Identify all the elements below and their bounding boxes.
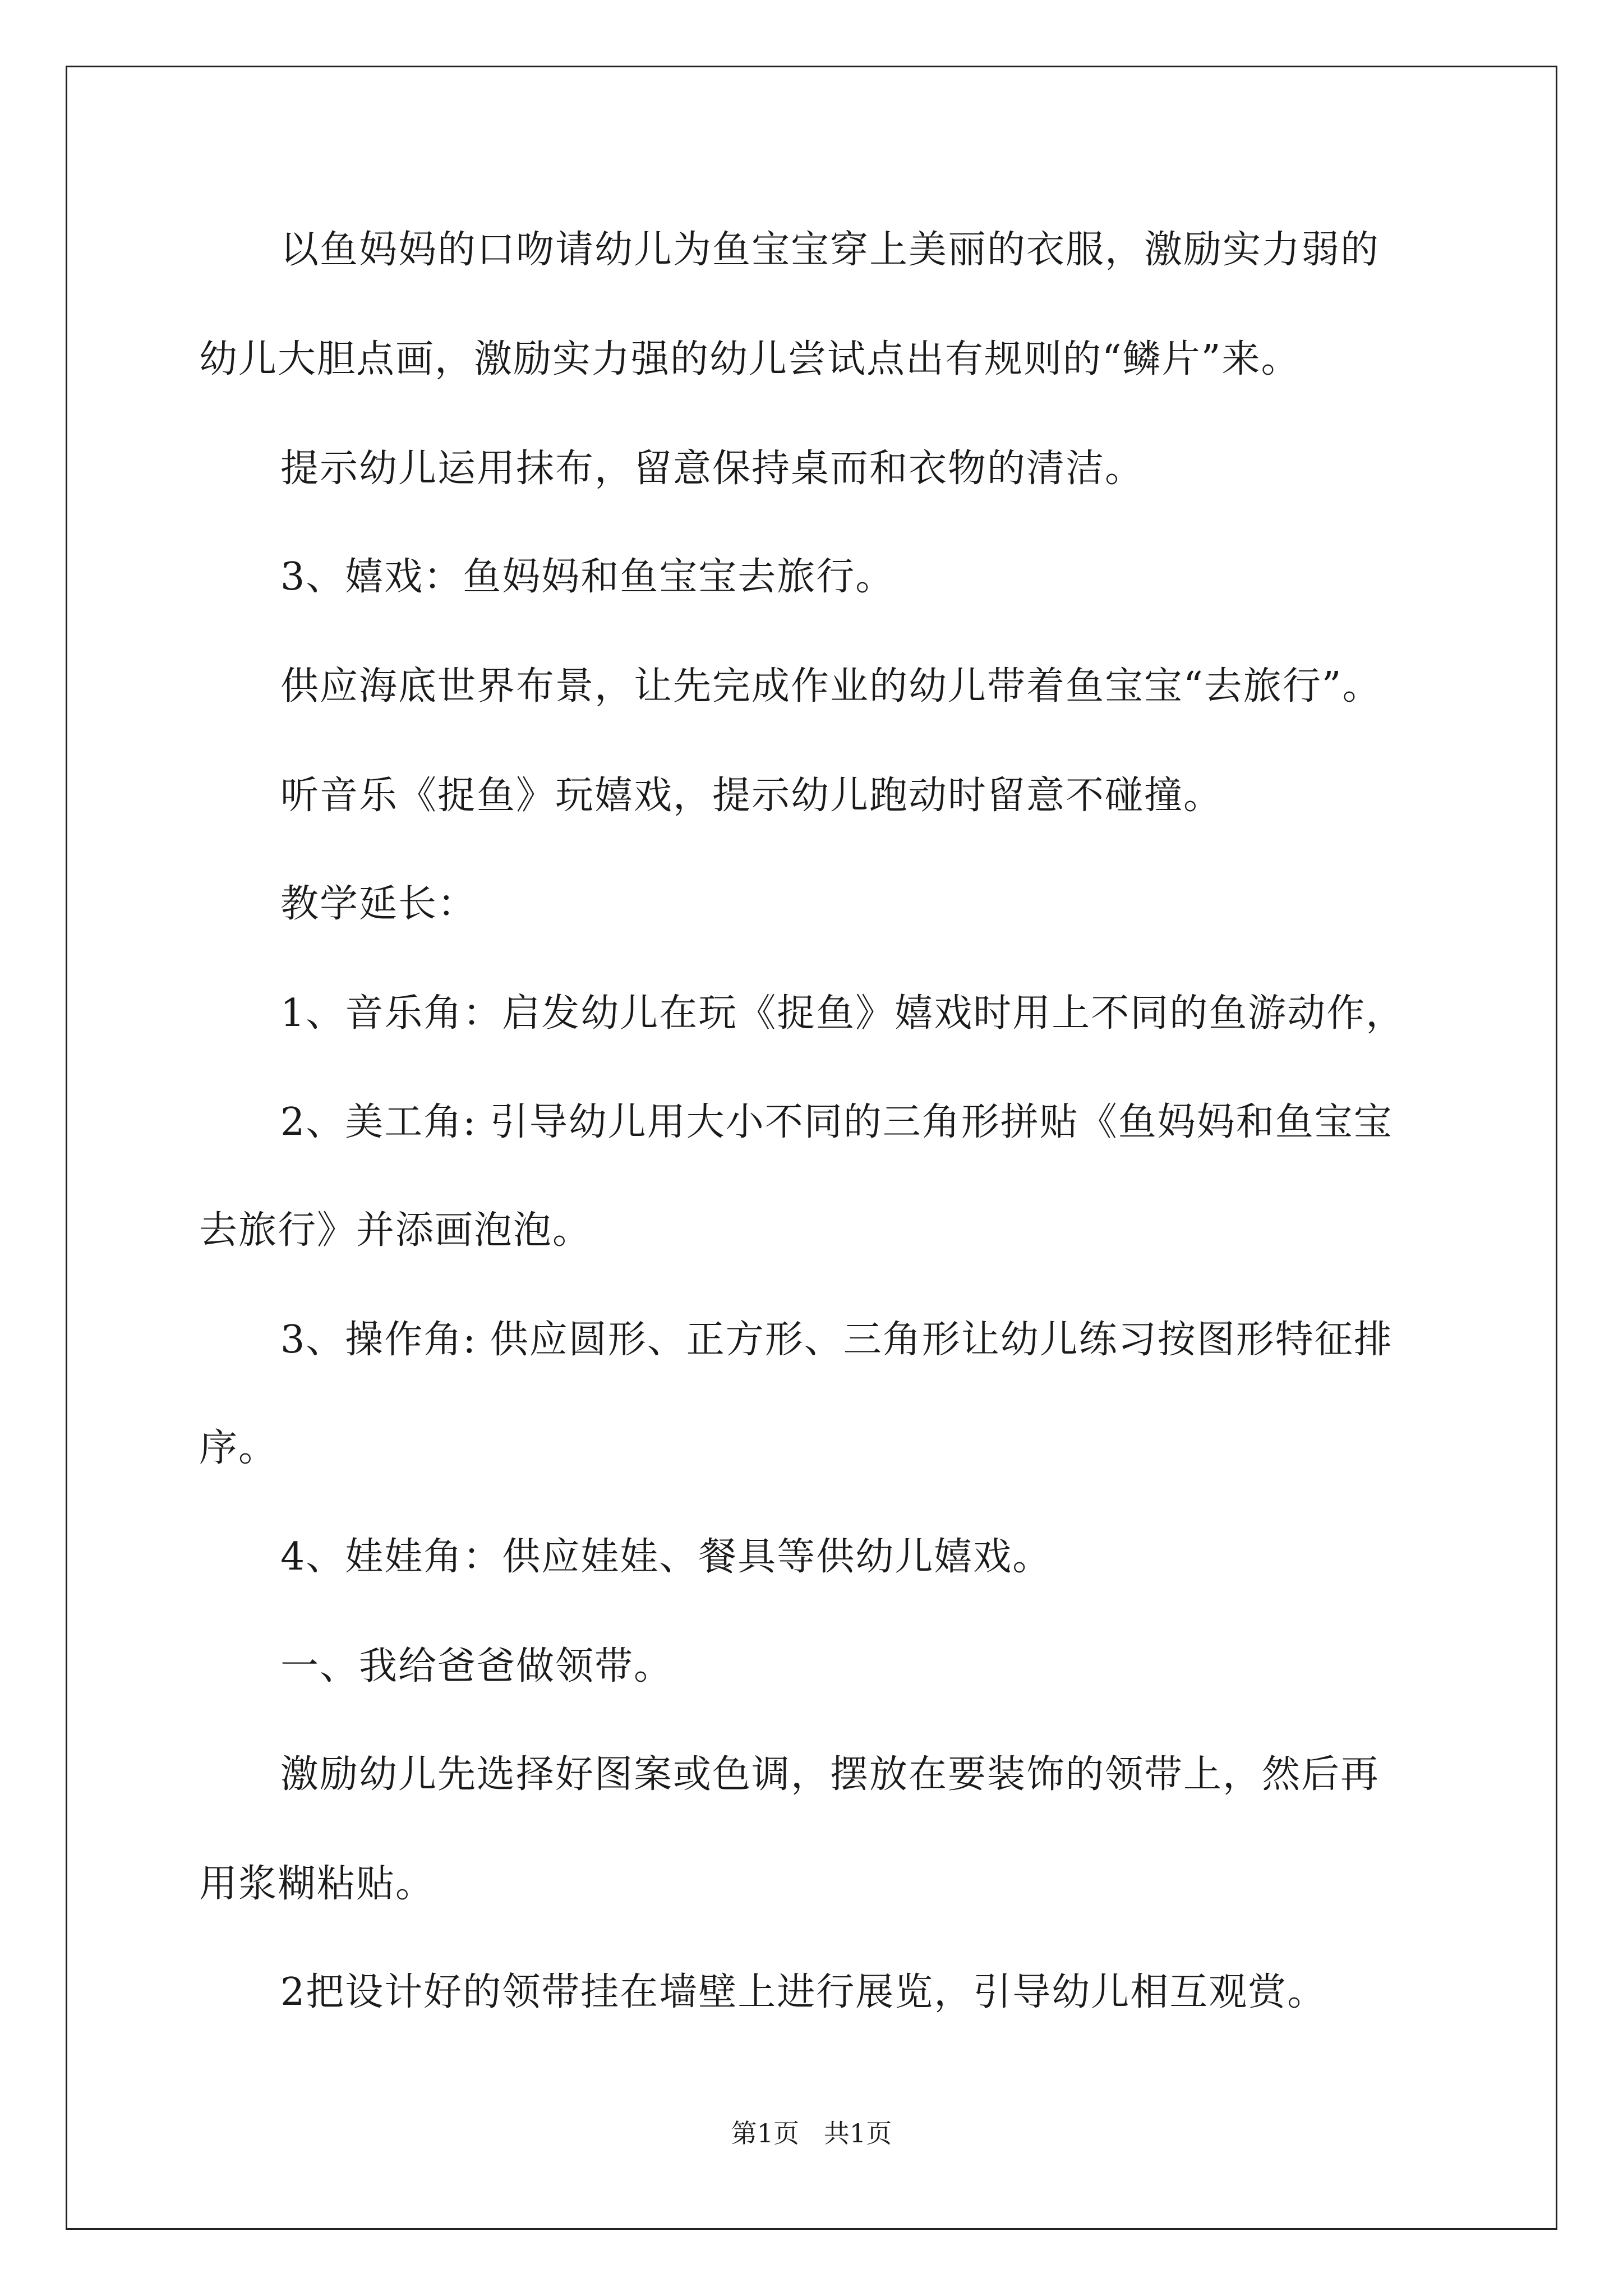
paragraph-line: 教学延长： — [280, 882, 477, 926]
paragraph-line: 1、音乐角：启发幼儿在玩《捉鱼》嬉戏时用上不同的鱼游动作， — [280, 991, 1405, 1036]
paragraph-line: 激励幼儿先选择好图案或色调，摆放在要装饰的领带上，然后再 — [280, 1752, 1380, 1797]
page-footer: 第1页 共1页 — [731, 2118, 892, 2148]
paragraph-line: 一、我给爸爸做领带。 — [280, 1644, 674, 1688]
paragraph-line: 幼儿大胆点画，激励实力强的幼儿尝试点出有规则的“鳞片”来。 — [199, 337, 1301, 381]
paragraph-line: 2把设计好的领带挂在墙壁上进行展览，引导幼儿相互观赏。 — [280, 1970, 1327, 2014]
paragraph-line: 听音乐《捉鱼》玩嬉戏，提示幼儿跑动时留意不碰撞。 — [280, 774, 1223, 818]
paragraph-line: 用浆糊粘贴。 — [199, 1862, 435, 1906]
paragraph-line: 3、嬉戏：鱼妈妈和鱼宝宝去旅行。 — [280, 555, 895, 599]
paragraph-line: 以鱼妈妈的口吻请幼儿为鱼宝宝穿上美丽的衣服，激励实力弱的 — [280, 228, 1380, 272]
paragraph-line: 提示幼儿运用抹布，留意保持桌而和衣物的清洁。 — [280, 447, 1145, 491]
paragraph-line: 3、操作角: 供应圆形、正方形、三角形让幼儿练习按图形特征排 — [280, 1318, 1393, 1362]
paragraph-line: 序。 — [199, 1426, 278, 1470]
paragraph-line: 2、美工角: 引导幼儿用大小不同的三角形拼贴《鱼妈妈和鱼宝宝 — [280, 1100, 1393, 1144]
paragraph-line: 供应海底世界布景，让先完成作业的幼儿带着鱼宝宝“去旅行”。 — [280, 664, 1382, 708]
paragraph-line: 4、娃娃角：供应娃娃、餐具等供幼儿嬉戏。 — [280, 1535, 1052, 1579]
paragraph-line: 去旅行》并添画泡泡。 — [199, 1208, 592, 1253]
